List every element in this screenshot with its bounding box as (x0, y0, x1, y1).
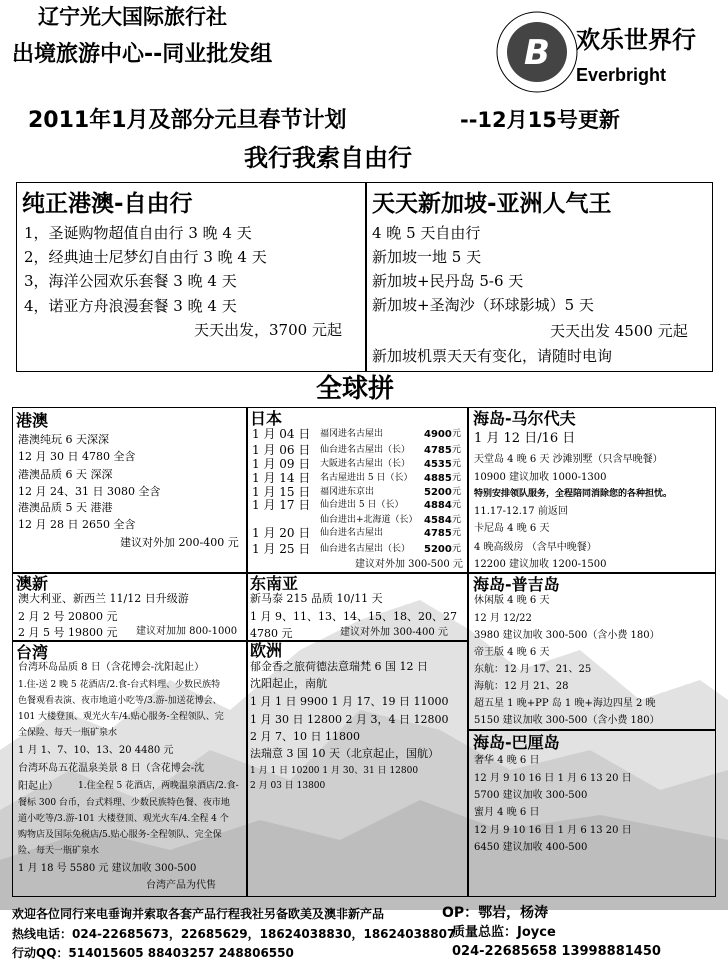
logo-chinese-name: 欢乐世界行 (576, 26, 696, 54)
gangao-line: 港澳品质 6 天 深深 (18, 468, 113, 481)
aunz-line: 2 月 2 号 20800 元 (18, 610, 118, 623)
grid-divider (246, 407, 248, 897)
free-travel-divider (365, 182, 367, 372)
europe-line: 1 月 1 日 9900 1 月 17、19 日 11000 (250, 695, 449, 708)
japan-title: 日本 (250, 409, 283, 428)
grid-divider (467, 729, 716, 731)
bali-line: 蜜月 4 晚 6 日 (474, 807, 540, 818)
grid-divider (467, 407, 469, 897)
phuket-line: 帝王版 4 晚 6 天 (474, 647, 550, 658)
global-title: 全球拼 (316, 374, 395, 404)
slogan: 我行我索自由行 (244, 144, 412, 172)
logo-emblem (492, 6, 582, 98)
japan-row-route: 福冈进东京出 (320, 487, 375, 497)
sg-free-item: 新加坡一地 5 天 (372, 248, 482, 266)
gangao-line: 港澳品质 5 天 港港 (18, 501, 113, 514)
japan-row-date: 1 月 06 日 (252, 443, 311, 457)
sg-free-title: 天天新加坡-亚洲人气王 (372, 191, 612, 217)
europe-line: 沈阳起止，南航 (250, 677, 327, 690)
japan-row-route: 大阪进名古屋出（长） (320, 459, 411, 469)
hk-free-footer: 天天出发，3700 元起 (194, 321, 342, 339)
sea-line: 1 月 9、11、13、14、15、18、20、27 (250, 610, 457, 623)
phuket-title: 海岛-普吉岛 (473, 575, 560, 594)
japan-row-route: 仙台进名古屋出 (320, 528, 384, 538)
maldives-line: 4 晚高级房 （含早中晚餐） (474, 542, 597, 553)
japan-row-route: 仙台进出+北海道（长） (320, 515, 418, 525)
phuket-line: 3980 建议加收 300-500（含小费 180） (474, 630, 660, 641)
taiwan-title: 台湾 (16, 643, 49, 662)
bali-line: 奢华 4 晚 6 日 (474, 755, 540, 766)
phuket-line: 海航：12 月 21、28 (474, 681, 569, 692)
japan-row-date: 1 月 09 日 (252, 457, 311, 471)
grid-divider (12, 572, 716, 574)
japan-note: 建议对外加 300-500 元 (355, 559, 463, 570)
footer-quality: 质量总监：Joyce (452, 925, 556, 940)
japan-row-route: 福冈进名古屋出 (320, 429, 384, 439)
hk-free-item: 4，诺亚方舟浪漫套餐 3 晚 4 天 (24, 297, 237, 315)
taiwan-note: 台湾产品为代售 (146, 880, 216, 891)
phuket-line: 5150 建议加收 300-500（含小费 180） (474, 715, 660, 726)
japan-row-unit: 元 (452, 515, 462, 525)
maldives-line: 11.17-12.17 前返回 (474, 506, 568, 517)
sg-free-footer: 天天出发 4500 元起 (550, 322, 688, 340)
japan-row-date: 1 月 15 日 (252, 485, 311, 499)
taiwan-desc-1: 101 大楼登顶、观光火车/4.贴心服务-全程领队、完 (18, 712, 224, 722)
japan-row-price: 4900 (424, 429, 452, 440)
sg-free-item: 新加坡+圣淘沙（环球影城）5 天 (372, 296, 594, 314)
maldives-line: 特别安排领队服务，全程陪同消除您的各种担忧。 (474, 489, 673, 499)
japan-row-price: 4785 (424, 445, 452, 456)
taiwan-desc-2: 险、每天一瓶矿泉水 (18, 846, 100, 856)
plan-title: 2011年1月及部分元旦春节计划 (28, 108, 347, 133)
japan-row-price: 4785 (424, 528, 452, 539)
taiwan-desc-2: 餐标 300 台币，台式料理、少数民族特色餐、夜市地 (18, 798, 230, 808)
gangao-line: 12 月 30 日 4780 全含 (18, 450, 136, 463)
taiwan-dates-2: 1 月 18 号 5580 元 建议加收 300-500 (18, 863, 197, 874)
japan-row-price: 4535 (424, 459, 452, 470)
aunz-line: 澳大利亚、新西兰 11/12 日升级游 (18, 592, 189, 605)
maldives-line: 1 月 12 日/16 日 (474, 431, 576, 446)
taiwan-desc-1: 全保险、每天一瓶矿泉水 (18, 728, 118, 738)
hk-free-item: 3，海洋公园欢乐套餐 3 晚 4 天 (24, 272, 237, 290)
gangao-title: 港澳 (16, 411, 49, 430)
japan-row-price: 5200 (424, 544, 452, 555)
japan-row-unit: 元 (452, 473, 462, 483)
aunz-note: 建议对加加 800-1000 (136, 626, 238, 637)
maldives-line: 12200 建议加收 1200-1500 (474, 559, 607, 570)
sg-free-item: 4 晚 5 天自由行 (372, 224, 481, 242)
japan-row-route: 名古屋进出 5 日（长） (320, 473, 413, 483)
sg-free-item: 新加坡+民丹岛 5-6 天 (372, 272, 524, 290)
phuket-line: 12 月 12/22 (474, 613, 532, 624)
japan-row-date: 1 月 14 日 (252, 471, 311, 485)
taiwan-desc-1: 1.住-送 2 晚 5 花酒店/2.食-台式料理、少数民族特 (18, 680, 221, 690)
aunz-title: 澳新 (16, 574, 49, 593)
japan-row-date: 1 月 25 日 (252, 542, 311, 556)
department-name: 出境旅游中心--同业批发组 (12, 42, 273, 67)
europe-line: 郁金香之旅荷德法意瑞梵 6 国 12 日 (250, 660, 428, 673)
footer-quality-phone: 024-22685658 13998881450 (452, 944, 661, 959)
japan-row-price: 5200 (424, 487, 452, 498)
japan-row-unit: 元 (452, 528, 462, 538)
taiwan-desc-1: 色餐观看表演、夜市地道小吃等/3.游-加送花博会、 (18, 696, 222, 706)
japan-row-route: 仙台进出 5 日（长） (320, 500, 404, 510)
japan-row-price: 4584 (424, 515, 452, 526)
japan-row-date: 1 月 20 日 (252, 526, 311, 540)
hk-free-item: 2，经典迪士尼梦幻自由行 3 晚 4 天 (24, 248, 267, 266)
japan-row-price: 4885 (424, 473, 452, 484)
svg-text:B: B (524, 33, 550, 73)
footer-op: OP：鄂岩，杨涛 (442, 905, 549, 921)
maldives-line: 天堂岛 4 晚 6 天 沙滩别墅（只含早晚餐） (474, 454, 663, 465)
footer-hotline: 热线电话：024-22685673，22685629，18624038830，18624038807 (12, 927, 456, 941)
phuket-line: 东航：12 月 17、21、25 (474, 664, 592, 675)
japan-row-route: 仙台进名古屋出（长） (320, 544, 411, 554)
gangao-note: 建议对外加 200-400 元 (120, 536, 239, 549)
japan-row-unit: 元 (452, 487, 462, 497)
japan-row-route: 仙台进名古屋出（长） (320, 445, 411, 455)
bali-line: 12 月 9 10 16 日 1 月 6 13 20 日 (474, 773, 632, 784)
europe-line: 法瑞意 3 国 10 天（北京起止，国航） (250, 747, 439, 760)
europe-small-line: 1 月 1 日 10200 1 月 30、31 日 12800 (250, 766, 419, 776)
taiwan-dates-1: 1 月 1、7、10、13、20 4480 元 (18, 745, 174, 756)
gangao-line: 港澳纯玩 6 天深深 (18, 433, 109, 446)
bali-line: 6450 建议加收 400-500 (474, 842, 588, 853)
europe-line: 2 月 7、10 日 11800 (250, 730, 360, 743)
everbright-logo (492, 6, 722, 98)
footer-welcome: 欢迎各位同行来电垂询并索取各套产品行程我社另备欧美及澳非新产品 (12, 907, 385, 921)
aunz-line: 2 月 5 号 19800 元 (18, 626, 118, 639)
taiwan-tour-1: 台湾环岛品质 8 日（含花博会-沈阳起止） (18, 662, 205, 673)
europe-title: 欧洲 (250, 641, 283, 660)
sea-title: 东南亚 (250, 574, 299, 593)
taiwan-desc-2: 1.住全程 5 花酒店，两晚温泉酒店/2.食- (78, 781, 239, 791)
bali-line: 12 月 9 10 16 日 1 月 6 13 20 日 (474, 825, 632, 836)
gangao-line: 12 月 24、31 日 3080 全含 (18, 485, 161, 498)
company-name: 辽宁光大国际旅行社 (38, 5, 227, 29)
bali-line: 5700 建议加收 300-500 (474, 790, 588, 801)
hk-free-title: 纯正港澳-自由行 (22, 191, 193, 217)
taiwan-desc-2: 道小吃等/3.游-101 大楼登顶、观光火车/4.全程 4 个 (18, 814, 229, 824)
grid-divider (12, 640, 467, 642)
phuket-line: 超五星 1 晚+PP 岛 1 晚+海边四星 2 晚 (474, 698, 656, 709)
gangao-line: 12 月 28 日 2650 全含 (18, 518, 136, 531)
sea-line: 4780 元 (250, 627, 293, 640)
sg-free-note: 新加坡机票天天有变化，请随时电询 (372, 347, 613, 365)
hk-free-item: 1，圣诞购物超值自由行 3 晚 4 天 (24, 224, 252, 242)
japan-row-unit: 元 (452, 459, 462, 469)
japan-row-unit: 元 (452, 445, 462, 455)
bali-title: 海岛-巴厘岛 (473, 733, 560, 752)
japan-row-unit: 元 (452, 544, 462, 554)
japan-row-price: 4884 (424, 500, 452, 511)
update-note: --12月15号更新 (460, 108, 620, 132)
japan-row-date: 1 月 17 日 (252, 498, 311, 512)
taiwan-desc-2: 购物店及国际免税店/5.贴心服务-全程领队、完全保 (18, 830, 222, 840)
taiwan-tour-2: 阳起止） (18, 781, 58, 792)
sea-line: 新马泰 215 品质 10/11 天 (250, 592, 383, 605)
japan-row-date: 1 月 04 日 (252, 427, 311, 441)
sea-note: 建议对外加 300-400 元 (340, 627, 448, 638)
europe-line: 1 月 30 日 12800 2 月 3，4 日 12800 (250, 713, 449, 726)
japan-row-unit: 元 (452, 500, 462, 510)
taiwan-tour-2: 台湾环岛五花温泉美景 8 日（含花博会-沈 (18, 763, 205, 774)
japan-row-unit: 元 (452, 429, 462, 439)
logo-english-name: Everbright (576, 65, 667, 85)
europe-small-line: 2 月 03 日 13800 (250, 781, 326, 791)
phuket-line: 休闲版 4 晚 6 天 (474, 595, 550, 606)
maldives-line: 10900 建议加收 1000-1300 (474, 472, 607, 483)
footer-qq: 行动QQ：514015605 88403257 248806550 (12, 946, 294, 960)
maldives-line: 卡尼岛 4 晚 6 天 (474, 523, 550, 534)
maldives-title: 海岛-马尔代夫 (473, 409, 576, 428)
